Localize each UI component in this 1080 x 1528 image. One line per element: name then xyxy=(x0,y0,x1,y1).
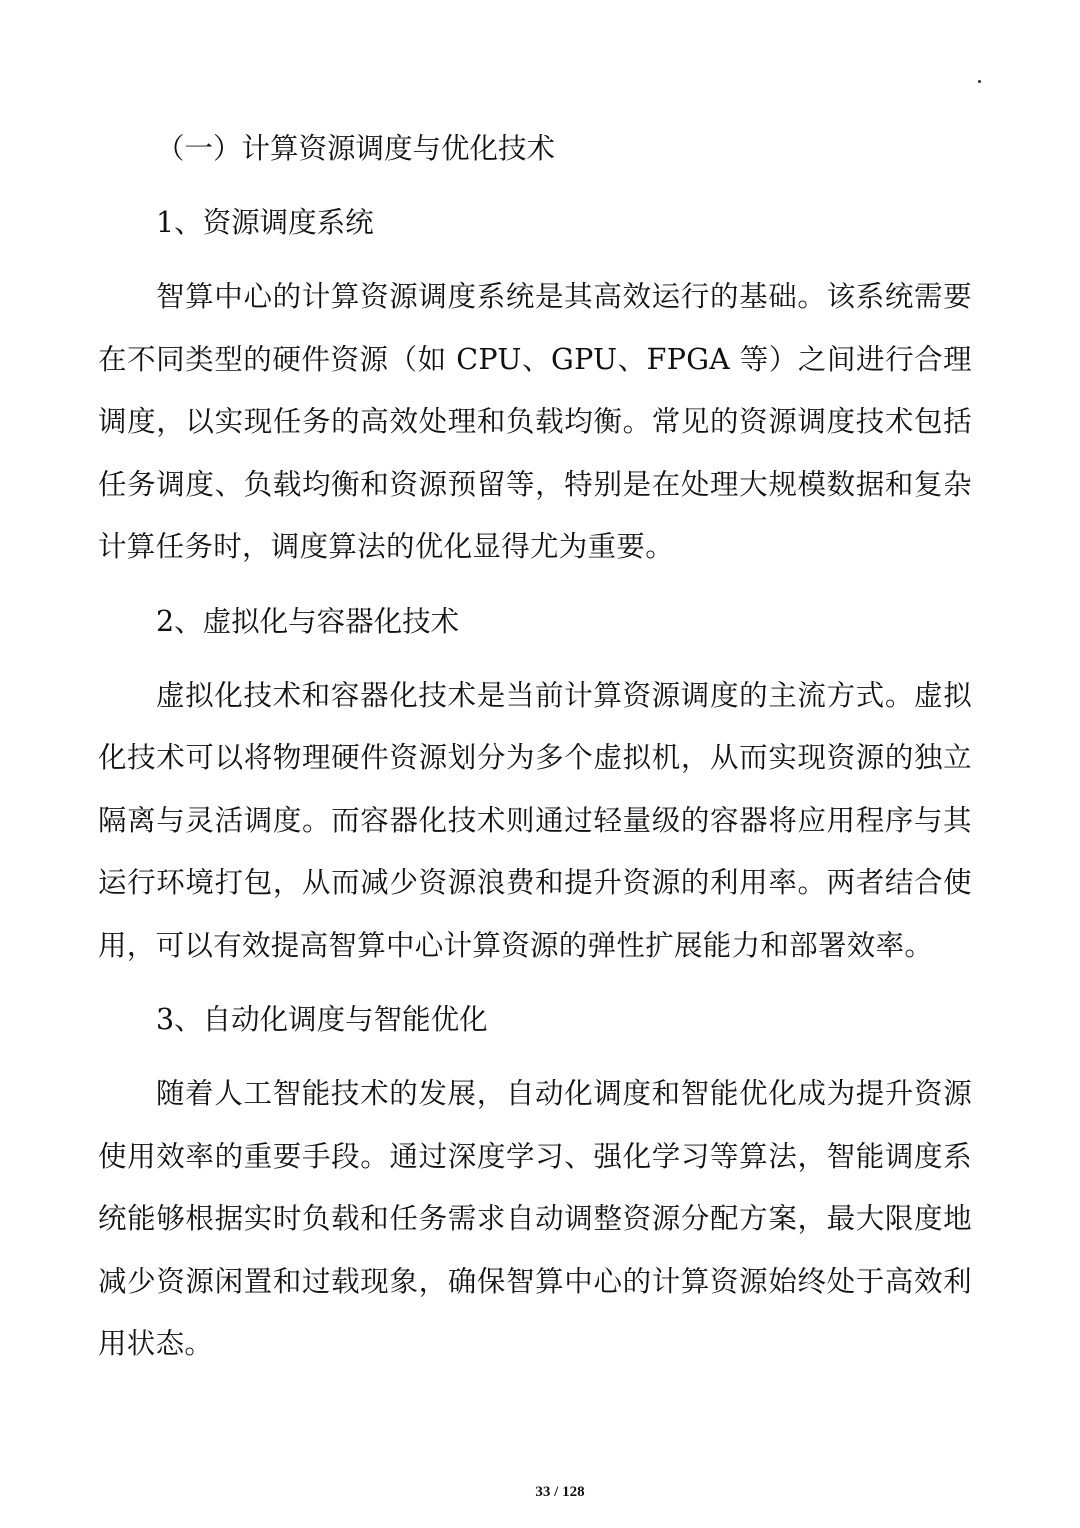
subsection-heading-2: 2、虚拟化与容器化技术 xyxy=(156,604,460,638)
subsection-heading-1: 1、资源调度系统 xyxy=(156,206,374,239)
section-title: （一）计算资源调度与优化技术 xyxy=(156,132,556,165)
paragraph-3: 随着人工智能技术的发展，自动化调度和智能优化成为提升资源使用效率的重要手段。通过深度学习、强化学习等算法，智能调度系统能够根据实时负载和任务需求自动调整资源分配方案，最大限度地减少资源闲置和过载现象，确保智算中心的计算资源始终处于高效利用状态。 xyxy=(98,1077,972,1360)
corner-mark xyxy=(978,80,981,83)
paragraph-2: 虚拟化技术和容器化技术是当前计算资源调度的主流方式。虚拟化技术可以将物理硬件资源划分为多个虚拟机，从而实现资源的独立隔离与灵活调度。而容器化技术则通过轻量级的容器将应用程序与其运行环境打包，从而减少资源浪费和提升资源的利用率。两者结合使用，可以有效提高智算中心计算资源的弹性扩展能力和部署效率。 xyxy=(98,678,972,962)
paragraph-1: 智算中心的计算资源调度系统是其高效运行的基础。该系统需要在不同类型的硬件资源（如 CPU、GPU、FPGA 等）之间进行合理调度，以实现任务的高效处理和负载均衡。常见的资源调度技术包括任务调度、负载均衡和资源预留等，特别是在处理大规模数据和复杂计算任务时，调度算法的优化显得尤为重要。 xyxy=(98,280,972,563)
document-body xyxy=(98,118,972,1376)
subsection-heading-3: 3、自动化调度与智能优化 xyxy=(156,1003,488,1036)
page-number: 33 / 128 xyxy=(535,1484,585,1500)
